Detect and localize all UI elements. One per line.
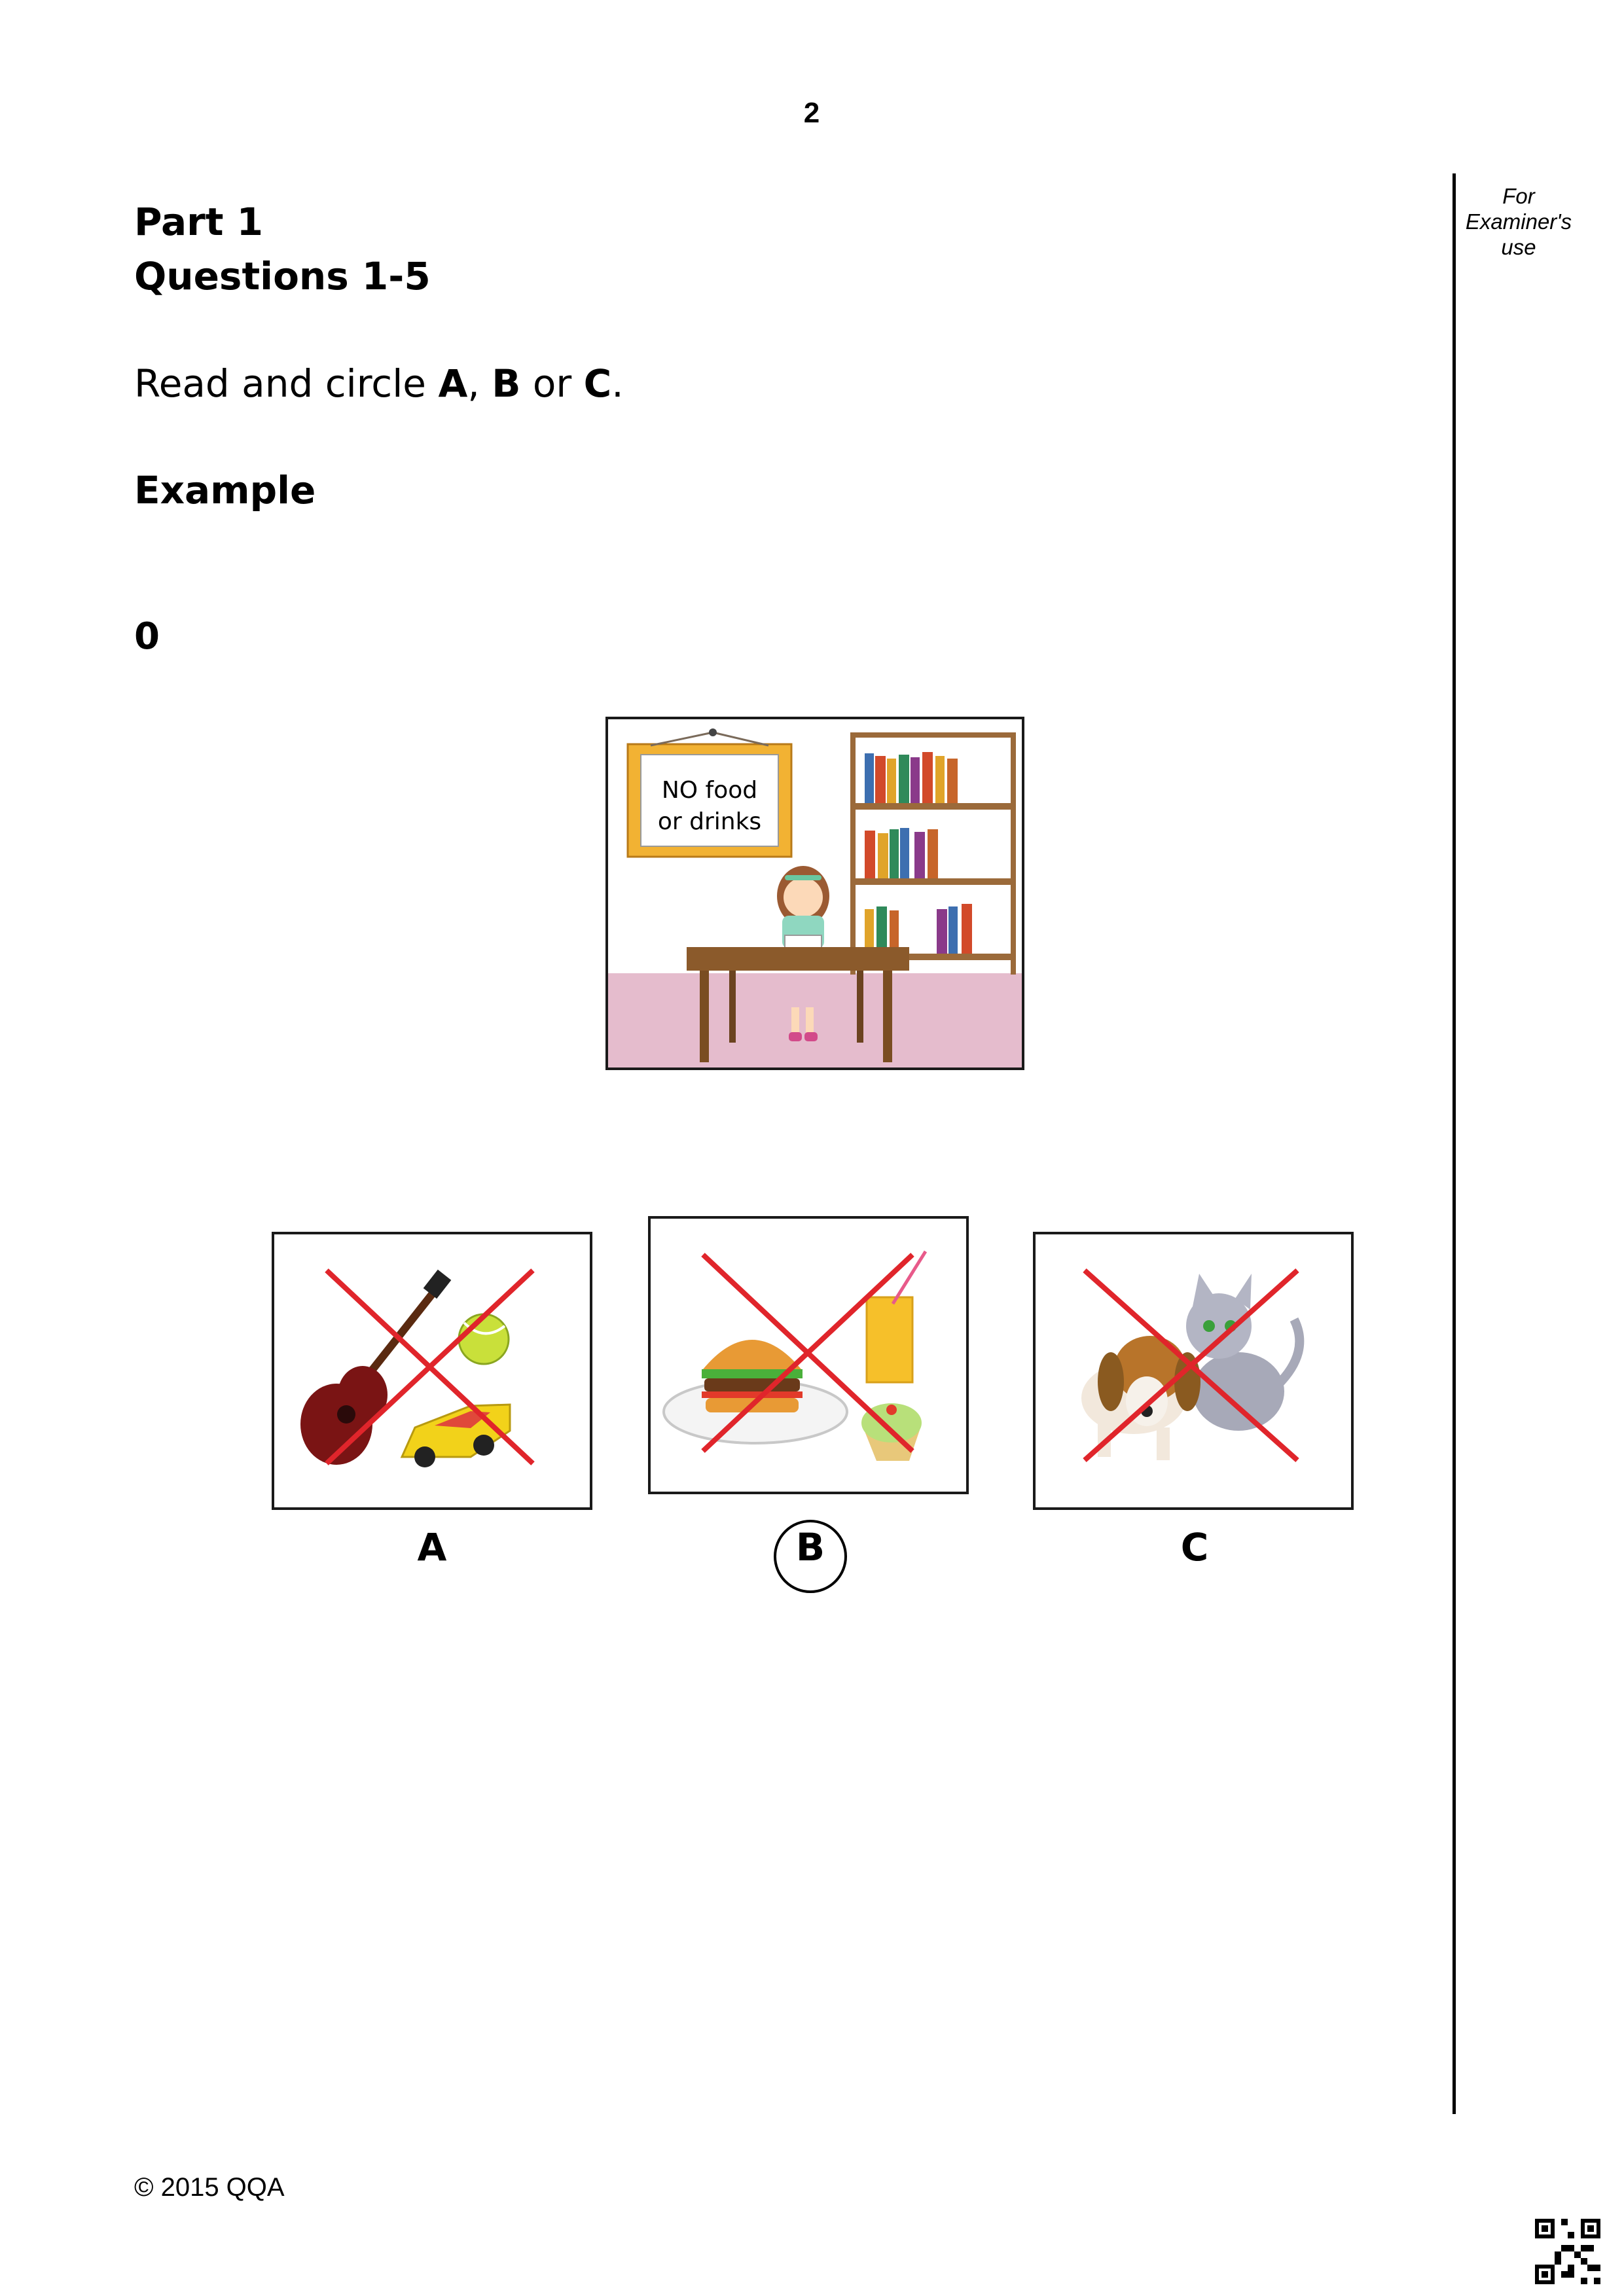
library-scene-picture bbox=[605, 717, 1024, 1070]
option-a-illustration bbox=[274, 1234, 590, 1507]
question-number: 0 bbox=[134, 615, 160, 658]
no-food-sign bbox=[628, 728, 791, 857]
sign-text-line2: or drinks bbox=[657, 808, 762, 835]
examiner-margin-line bbox=[1453, 173, 1456, 2114]
questions-heading: Questions 1-5 bbox=[134, 254, 431, 298]
copyright-notice: © 2015 QQA bbox=[134, 2173, 285, 2202]
option-a-picture[interactable] bbox=[272, 1232, 592, 1510]
examiner-label-line3: use bbox=[1501, 235, 1536, 259]
option-b-picture[interactable] bbox=[648, 1216, 969, 1494]
tennis-ball-icon bbox=[459, 1314, 509, 1364]
option-c-picture[interactable] bbox=[1033, 1232, 1354, 1510]
sign-text-line1: NO food bbox=[661, 777, 758, 804]
page-number: 2 bbox=[803, 97, 820, 129]
example-heading: Example bbox=[134, 468, 316, 512]
option-b-illustration bbox=[651, 1219, 966, 1492]
qr-code-icon bbox=[1535, 2219, 1600, 2284]
option-c-label[interactable]: C bbox=[1180, 1525, 1209, 1570]
bookshelf bbox=[850, 732, 1016, 975]
toy-car-icon bbox=[402, 1405, 510, 1467]
examiner-column-label bbox=[1440, 183, 1597, 260]
option-a-label[interactable]: A bbox=[417, 1525, 447, 1570]
instruction-text: Read and circle A, B or C. bbox=[134, 361, 624, 406]
option-c-illustration bbox=[1036, 1234, 1351, 1507]
examiner-label-line1: For bbox=[1502, 184, 1535, 208]
library-scene-illustration bbox=[608, 719, 1022, 1067]
part-heading: Part 1 bbox=[134, 200, 263, 244]
examiner-label-line2: Examiner's bbox=[1465, 209, 1572, 234]
option-b-label[interactable]: B bbox=[795, 1525, 825, 1570]
